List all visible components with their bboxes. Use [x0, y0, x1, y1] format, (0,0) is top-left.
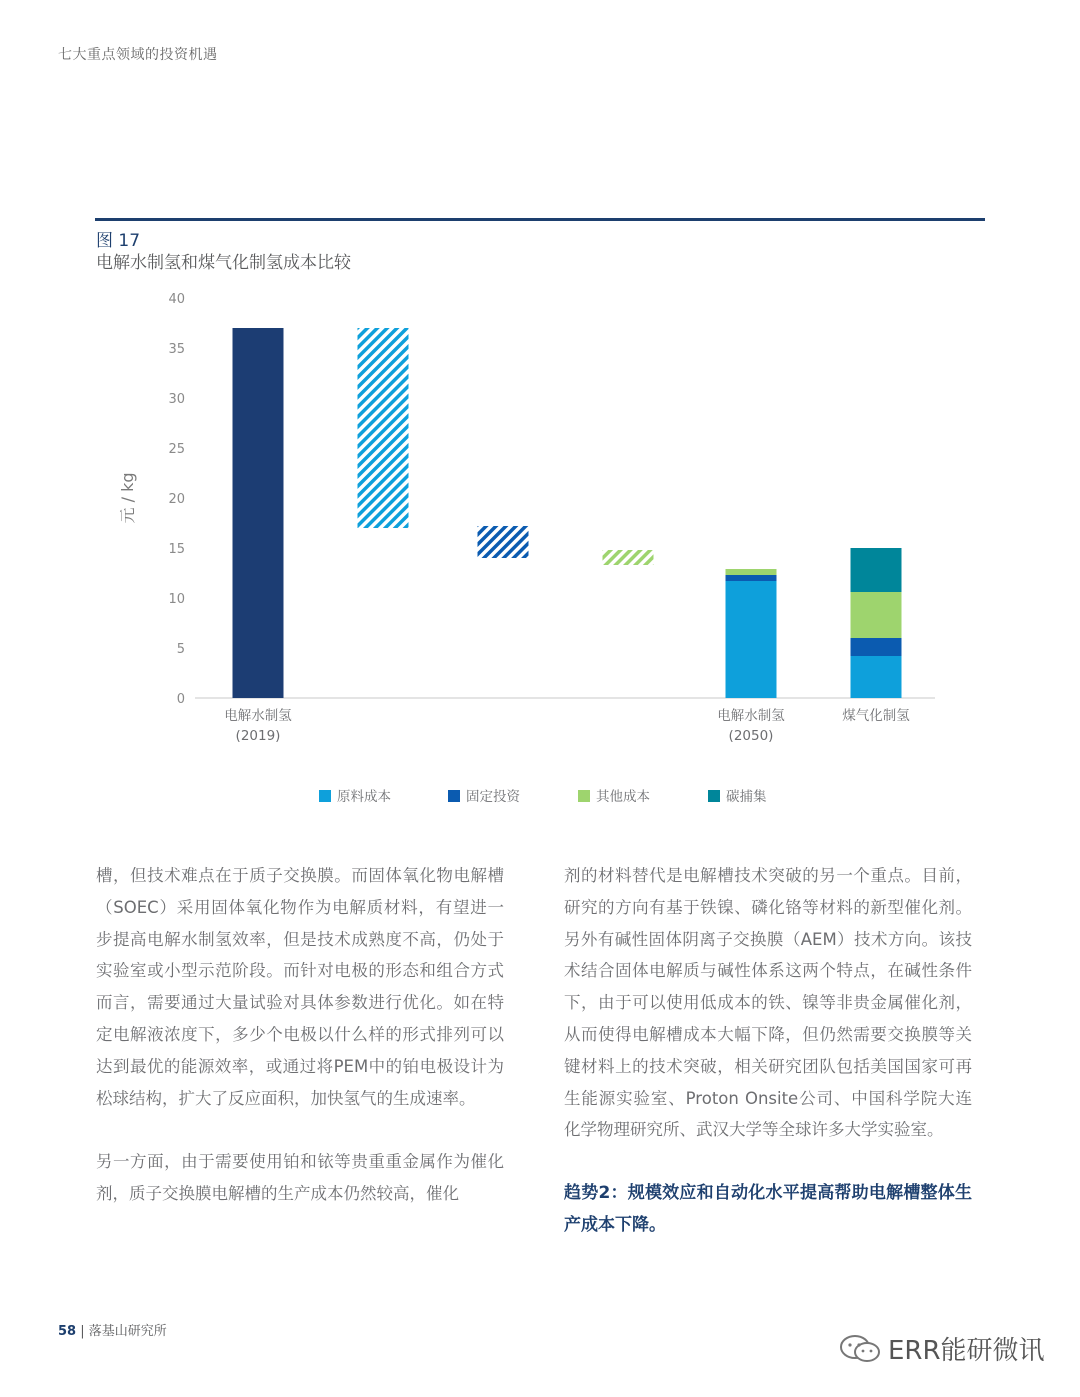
- bar: [478, 526, 529, 558]
- bar-segment: [851, 548, 902, 592]
- y-tick-label: 30: [168, 392, 185, 407]
- y-axis-label: 元 / kg: [118, 472, 137, 524]
- legend-label: 固定投资: [466, 789, 520, 805]
- watermark: [838, 1330, 1045, 1367]
- bar-segment: [851, 656, 902, 698]
- bar-segment: [726, 575, 777, 581]
- bar-segment: [851, 638, 902, 656]
- legend-swatch: [708, 790, 720, 802]
- x-category-label: 煤气化制氢: [842, 708, 910, 724]
- y-tick-label: 10: [168, 592, 185, 607]
- page-number: 58: [58, 1324, 77, 1339]
- figure-title: 电解水制氢和煤气化制氢成本比较: [96, 253, 351, 273]
- figure-top-rule: [95, 218, 985, 221]
- footer-separator: |: [80, 1324, 85, 1339]
- trend-heading: 趋势2：规模效应和自动化水平提高帮助电解槽整体生产成本下降。: [564, 1183, 972, 1235]
- y-tick-label: 35: [168, 342, 185, 357]
- body-paragraph: 另一方面，由于需要使用铂和铱等贵重重金属作为催化剂，质子交换膜电解槽的生产成本仍然较高，催化: [96, 1152, 504, 1204]
- legend-swatch: [448, 790, 460, 802]
- footer: [58, 1320, 167, 1339]
- bar-segment: [726, 569, 777, 575]
- bar: [358, 328, 409, 528]
- legend-label: 原料成本: [337, 789, 391, 805]
- bar-segment: [726, 581, 777, 698]
- x-category-sublabel: (2019): [235, 728, 281, 744]
- bar: [233, 328, 284, 698]
- x-category-label: 电解水制氢: [717, 708, 785, 724]
- y-tick-label: 15: [168, 542, 185, 557]
- bar: [603, 550, 654, 565]
- y-tick-label: 20: [168, 492, 185, 507]
- x-category-label: 电解水制氢: [224, 708, 292, 724]
- watermark-text: ERR能研微讯: [888, 1336, 1045, 1366]
- publisher-name: 落基山研究所: [88, 1324, 167, 1339]
- legend-label: 碳捕集: [726, 789, 767, 805]
- legend-label: 其他成本: [596, 789, 650, 805]
- x-category-sublabel: (2050): [728, 728, 774, 744]
- y-tick-label: 25: [168, 442, 185, 457]
- legend-swatch: [578, 790, 590, 802]
- body-paragraph: 剂的材料替代是电解槽技术突破的另一个重点。目前，研究的方向有基于铁镍、磷化铬等材料的新型催化剂。另外有碱性固体阴离子交换膜（AEM）技术方向。该技术结合固体电解质与碱性体系这两个特点，在碱性条件下，由于可以使用低成本的铁、镍等非贵金属催化剂，从而使得电解槽成本大幅下降，但仍然需要交换膜等关键材料上的技术突破，相关研究团队包括美国国家可再生能源实验室、Proton Onsite公司、中国科学院大连化学物理研究所、武汉大学等全球许多大学实验室。: [564, 866, 972, 1140]
- bar-segment: [851, 592, 902, 638]
- legend-swatch: [319, 790, 331, 802]
- body-paragraph: 槽，但技术难点在于质子交换膜。而固体氧化物电解槽（SOEC）采用固体氧化物作为电解质材料，有望进一步提高电解水制氢效率，但是技术成熟度不高，仍处于实验室或小型示范阶段。而针对电极的形态和组合方式而言，需要通过大量试验对具体参数进行优化。如在特定电解液浓度下，多少个电极以什么样的形式排列可以达到最优的能源效率，或通过将PEM中的铂电极设计为松球结构，扩大了反应面积，加快氢气的生成速率。: [96, 866, 504, 1108]
- body-right-column: [564, 860, 972, 1242]
- y-tick-label: 5: [176, 642, 185, 657]
- wechat-icon: [838, 1334, 882, 1364]
- running-title: 七大重点领域的投资机遇: [58, 47, 218, 63]
- y-tick-label: 0: [176, 692, 185, 707]
- body-left-column: [96, 860, 504, 1210]
- figure-number: 图 17: [96, 231, 141, 251]
- y-tick-label: 40: [168, 292, 185, 307]
